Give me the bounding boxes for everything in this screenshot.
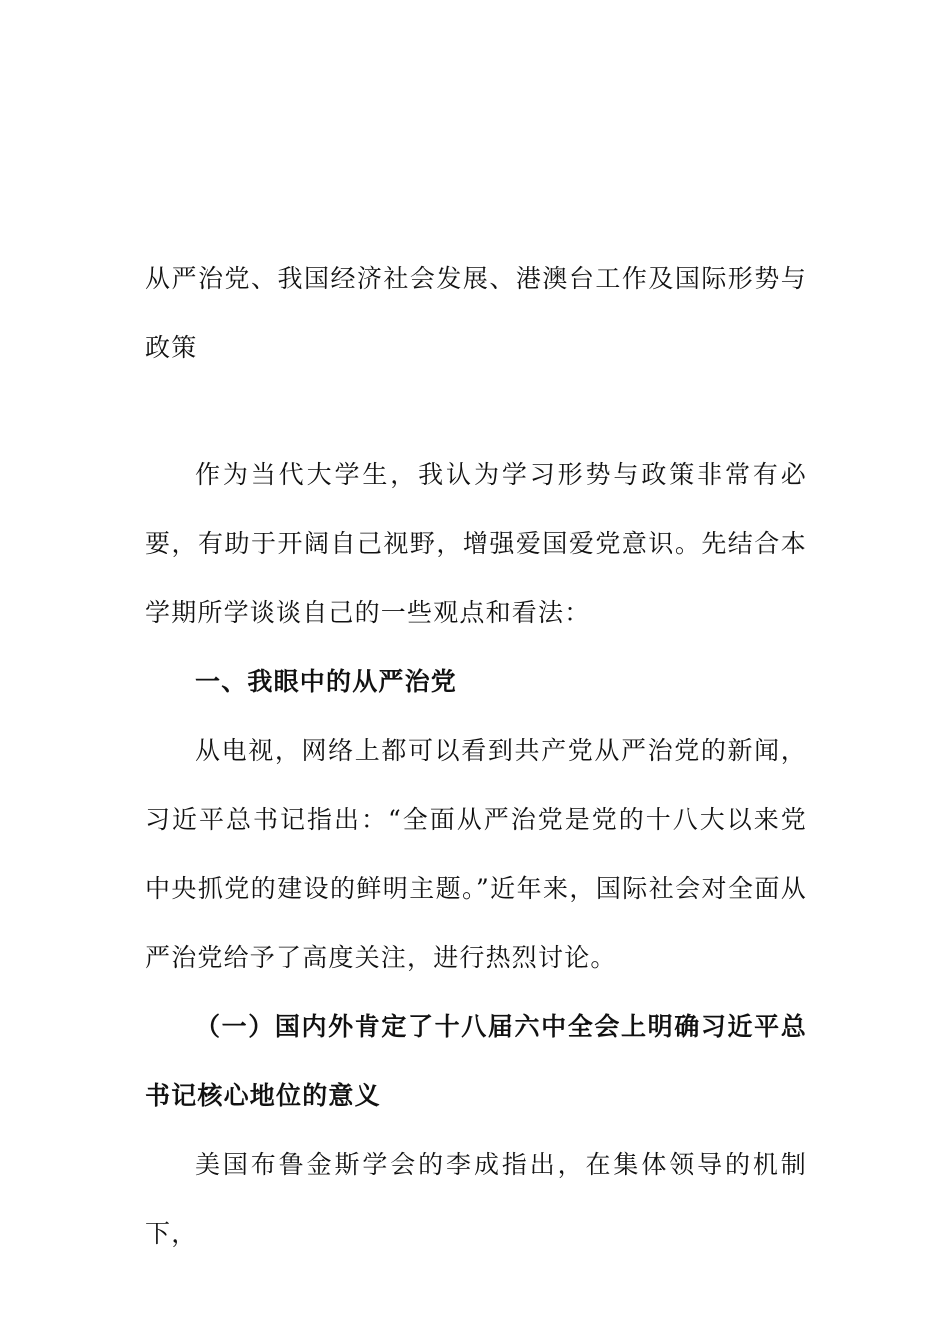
title-spacing bbox=[145, 382, 807, 440]
subsection-heading-1: （一）国内外肯定了十八届六中全会上明确习近平总书记核心地位的意义 bbox=[145, 1012, 807, 1110]
document-title: 从严治党、我国经济社会发展、港澳台工作及国际形势与政策 bbox=[145, 264, 807, 362]
section-1-paragraph: 从电视，网络上都可以看到共产党从严治党的新闻，习近平总书记指出：“全面从严治党是党的十八大以来党中央抓党的建设的鲜明主题。”近年来，国际社会对全面从严治党给予了高度关注，进行热烈讨论。 bbox=[145, 736, 807, 972]
section-heading-1: 一、我眼中的从严治党 bbox=[195, 667, 458, 696]
subsection-1-paragraph: 美国布鲁金斯学会的李成指出，在集体领导的机制下， bbox=[145, 1150, 807, 1248]
document-body bbox=[145, 244, 807, 1268]
intro-paragraph: 作为当代大学生，我认为学习形势与政策非常有必要，有助于开阔自己视野，增强爱国爱党意识。先结合本学期所学谈谈自己的一些观点和看法： bbox=[145, 460, 807, 627]
